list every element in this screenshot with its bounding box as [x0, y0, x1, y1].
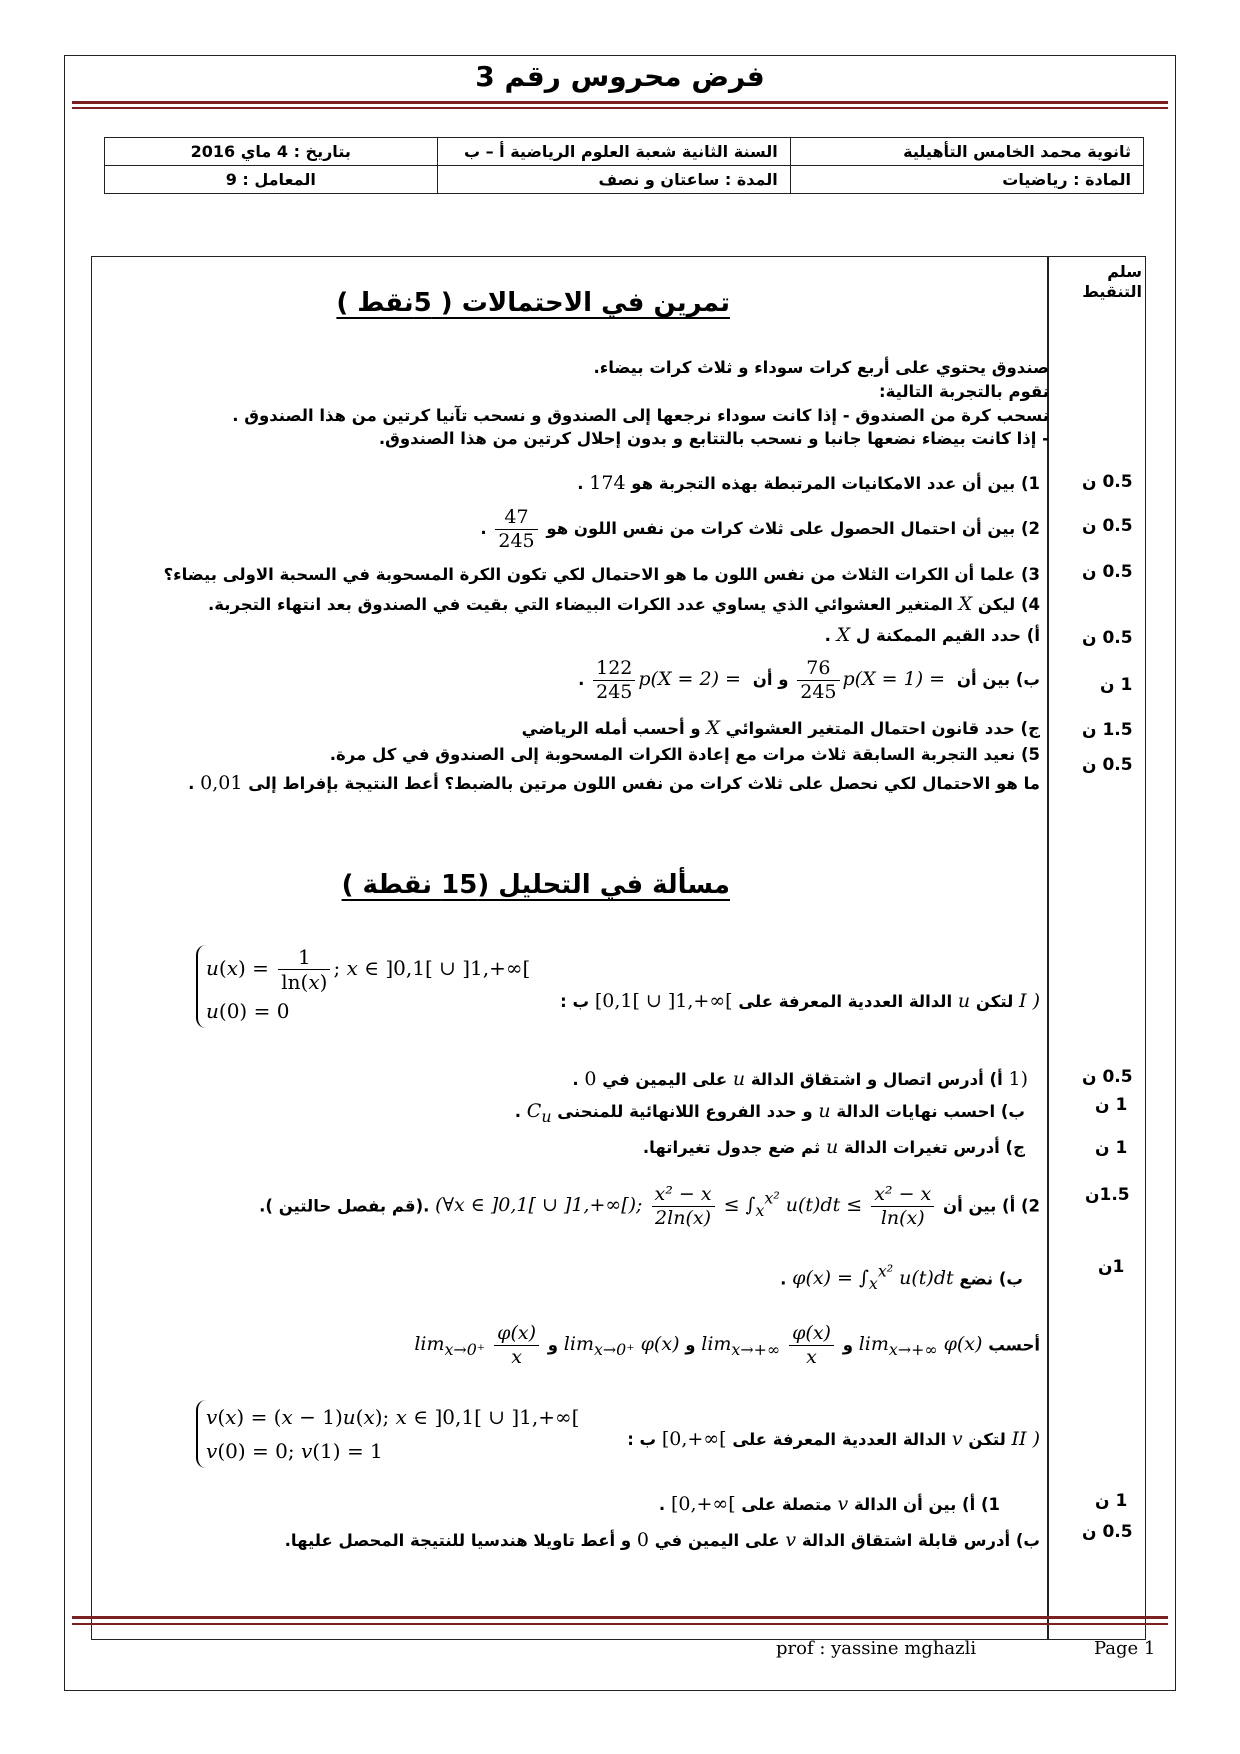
footer-rule-thin	[72, 1623, 1168, 1625]
score-ex1-q4a: 0.5 ن	[1082, 628, 1133, 648]
ex2-I1a: 1) أ) أدرس اتصال و اشتقاق الدالة u على اليمين في 0 .	[572, 1068, 1028, 1090]
score-ex1-q5: 0.5 ن	[1082, 755, 1133, 775]
score-ex2-I1b: 1 ن	[1095, 1095, 1128, 1115]
u-definition: u(x) = $\frac{1}{\ln(x)}$ ; x ∈ ]0,1[ ∪ ]1,+∞[ u(0) = 0	[196, 945, 530, 1028]
ex1-q5b: ما هو الاحتمال لكي نحصل على ثلاث كرات من نفس اللون مرتين بالضبط؟ أعط النتيجة بإفراط إلى 0,01 .	[188, 772, 1040, 794]
score-ex2-I2b: 1ن	[1098, 1257, 1125, 1277]
coefficient-cell: المعامل : 9	[105, 166, 438, 194]
score-ex1-q3: 0.5 ن	[1082, 562, 1133, 582]
ex2-I2b: ب) نضع $\varphi(x) = \int_x^{x^2}$ u(t)dt .	[780, 1262, 1023, 1294]
score-ex2-I1c: 1 ن	[1095, 1138, 1128, 1158]
page-title: فرض محروس رقم 3	[475, 60, 765, 93]
ex2-II-intro: II ) لتكن v الدالة العددية المعرفة على [0,+∞[ ب :	[627, 1428, 1040, 1450]
info-table	[104, 137, 1144, 194]
score-ex2-I2a: 1.5ن	[1085, 1185, 1130, 1205]
score-ex1-q4c: 1.5 ن	[1082, 720, 1133, 740]
score-ex2-II1b: 0.5 ن	[1082, 1522, 1133, 1542]
exercise1-heading: تمرين في الاحتمالات ( 5نقط )	[336, 288, 730, 318]
score-ex1-q2: 0.5 ن	[1082, 516, 1133, 536]
scale-header: سلم التنقيط	[1082, 262, 1142, 301]
footer-page-number: Page 1	[1094, 1638, 1156, 1659]
ex2-I-intro: I ) لتكن u الدالة العددية المعرفة على [0,1[ ∪ ]1,+∞[ ب :	[560, 990, 1040, 1012]
subject-cell: المادة : رياضيات	[790, 166, 1143, 194]
ex1-intro-3: نسحب كرة من الصندوق - إذا كانت سوداء نرجعها إلى الصندوق و نسحب تآنيا كرتين من هذا الصندوق .	[232, 406, 1049, 425]
ex1-intro-2: نقوم بالتجربة التالية:	[879, 382, 1049, 401]
score-ex1-q1: 0.5 ن	[1082, 472, 1133, 492]
ex1-q5: 5) نعيد التجربة السابقة ثلاث مرات مع إعادة الكرات المسحوبة إلى الصندوق في كل مرة.	[329, 745, 1040, 764]
v-definition: v(x) = (x − 1)u(x); x ∈ ]0,1[ ∪ ]1,+∞[ v(0) = 0; v(1) = 1	[196, 1400, 579, 1468]
ex1-q4: 4) ليكن X المتغير العشوائي الذي يساوي عدد الكرات البيضاء التي بقيت في الصندوق بعد انتهاء التجربة.	[208, 593, 1040, 615]
ex1-intro-1: صندوق يحتوي على أربع كرات سوداء و ثلاث كرات بيضاء.	[593, 358, 1049, 377]
ex1-q2: 2) بين أن احتمال الحصول على ثلاث كرات من نفس اللون هو $\frac{47}{245}$ .	[480, 506, 1040, 552]
title-rule-thin	[72, 107, 1168, 109]
date-cell: بتاريخ : 4 ماي 2016	[105, 138, 438, 166]
score-ex2-II1a: 1 ن	[1095, 1491, 1128, 1511]
school-cell: ثانوية محمد الخامس التأهيلية	[790, 138, 1143, 166]
score-ex2-I1a: 0.5 ن	[1082, 1067, 1133, 1087]
ex1-q4c: ج) حدد قانون احتمال المتغير العشوائي X و أحسب أمله الرياضي	[521, 717, 1040, 739]
class-cell: السنة الثانية شعبة العلوم الرياضية أ – ب	[437, 138, 790, 166]
title-rule	[72, 101, 1168, 104]
score-column-divider	[1047, 256, 1049, 1640]
ex2-I2c: أحسب $\lim_{x\to+\infty} \varphi(x)$ و $\lim_{x\to+\infty}$ $\frac{\varphi(x)}{x}$ و $\lim_{x\to 0^+} \varphi(x)$ و $\lim_{x\to 0^+}$ $\frac{\varphi(x)}{x}$	[414, 1322, 1040, 1368]
ex2-II1b: ب) أدرس قابلة اشتقاق الدالة v على اليمين في 0 و أعط تاويلا هندسيا للنتيجة المحصل عليها.	[284, 1529, 1040, 1551]
score-ex1-q4b: 1 ن	[1100, 675, 1133, 695]
ex2-I1c: ج) أدرس تغيرات الدالة u ثم ضع جدول تغيراتها.	[642, 1136, 1025, 1158]
duration-cell: المدة : ساعتان و نصف	[437, 166, 790, 194]
ex1-q1: 1) بين أن عدد الامكانيات المرتبطة بهذه التجربة هو 174 .	[577, 472, 1040, 494]
exercise2-heading: مسألة في التحليل (15 نقطة )	[341, 870, 730, 900]
ex1-intro-4: - إذا كانت بيضاء نضعها جانبا و نسحب بالتتابع و بدون إحلال كرتين من هذا الصندوق.	[378, 429, 1049, 448]
ex2-I1b: ب) احسب نهايات الدالة u و حدد الفروع اللانهائية للمنحنى $C_u$ .	[514, 1100, 1025, 1126]
footer-rule	[72, 1616, 1168, 1619]
footer-author: prof : yassine mghazli	[776, 1638, 977, 1659]
ex2-II1a: 1) أ) بين أن الدالة v متصلة على [0,+∞[ .	[658, 1493, 1000, 1515]
ex1-q4a: أ) حدد القيم الممكنة ل X .	[824, 624, 1040, 646]
ex1-q4b: ب) بين أن p(X = 1) = $\frac{76}{245}$ و أن p(X = 2) = $\frac{122}{245}$ .	[578, 657, 1040, 703]
ex2-I2a: 2) أ) بين أن (∀x ∈ ]0,1[ ∪ ]1,+∞[); $\frac{\text{x² − x}}{2\ln(x)}$ ≤ $\int_x^{x^2}$ u(t)dt ≤ $\frac{\text{x² − x}}{\ln(x)}$ .(قم بفصل حالتين ).	[259, 1183, 1040, 1229]
ex1-q3: 3) علما أن الكرات الثلاث من نفس اللون ما هو الاحتمال لكي تكون الكرة المسحوبة في السحبة الاولى بيضاء؟	[163, 565, 1040, 584]
